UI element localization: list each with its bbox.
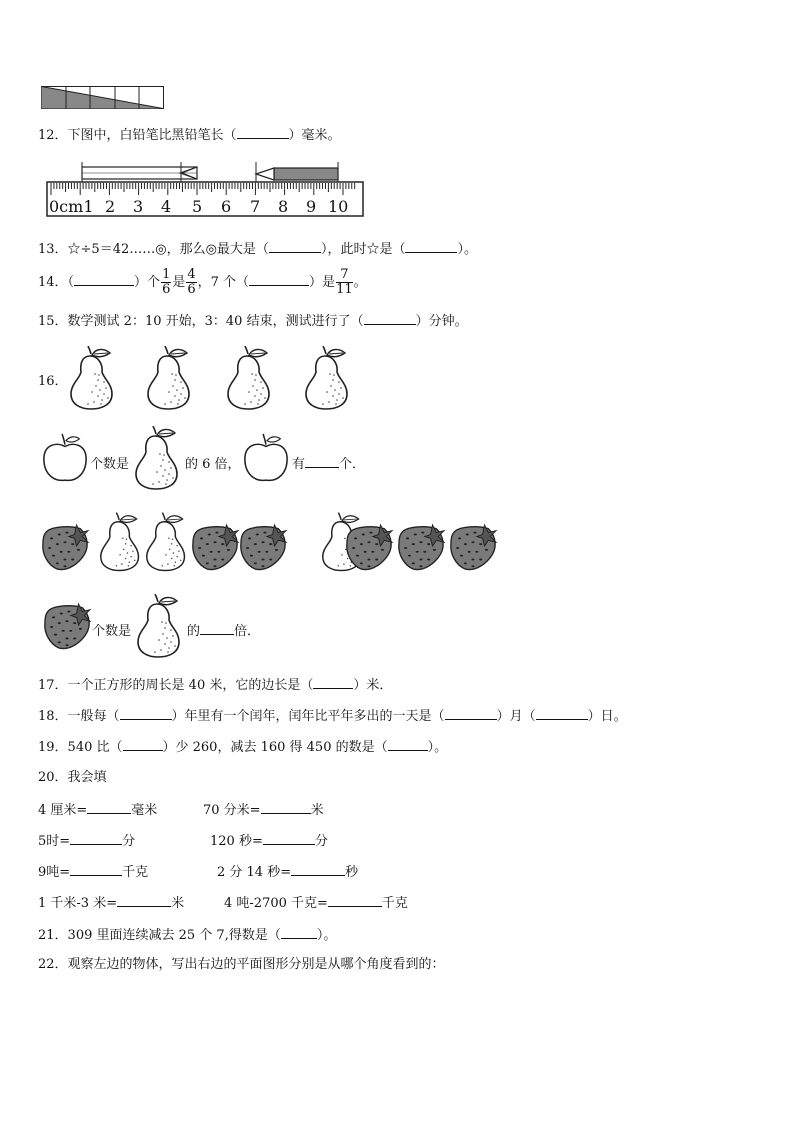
strawberry-icon [42, 602, 92, 650]
conversion-row: 120 秒= 分 [210, 834, 328, 849]
strawberry-icon [190, 523, 240, 571]
answer-blank[interactable] [291, 863, 345, 876]
black-pencil [256, 162, 338, 184]
pear-icon [145, 346, 195, 410]
answer-blank[interactable] [87, 801, 131, 814]
answer-blank[interactable] [269, 240, 321, 253]
answer-blank[interactable] [405, 240, 457, 253]
fraction: $\frac{1}{6}$ [162, 267, 171, 297]
answer-blank[interactable] [123, 738, 163, 751]
answer-blank[interactable] [200, 622, 234, 635]
answer-blank[interactable] [261, 801, 311, 814]
answer-blank[interactable] [237, 126, 289, 139]
question-16-number: 16． [38, 374, 68, 389]
pear-icon [144, 512, 190, 572]
conversion-row: 9吨= 千克 [38, 865, 149, 880]
strawberry-icon [40, 523, 90, 571]
text-times: 的 倍． [187, 624, 261, 639]
ruler-label: 5 [192, 197, 203, 216]
question-14: 14．（ ）个 $\frac{1}{6}$ 是 $\frac{4}{6}$ ，7 个（ ）是 $\frac{7}{11}$ 。 [38, 267, 367, 297]
answer-blank[interactable] [305, 455, 339, 468]
ruler-figure [44, 158, 368, 220]
ruler-label: 8 [278, 197, 289, 216]
strawberry-icon [396, 523, 446, 571]
answer-blank[interactable] [536, 707, 588, 720]
fraction: $\frac{4}{6}$ [187, 267, 196, 297]
pear-icon [68, 346, 118, 410]
conversion-row: 5时= 分 [38, 834, 136, 849]
ruler-label: 10 [328, 197, 349, 216]
apple-icon [41, 432, 89, 484]
text-count-is: 个数是 [90, 457, 130, 472]
pear-icon [98, 512, 144, 572]
ruler-label: 6 [221, 197, 232, 216]
answer-blank[interactable] [281, 926, 317, 939]
ruler-label: 9 [306, 197, 317, 216]
strawberry-icon [238, 523, 288, 571]
answer-blank[interactable] [117, 894, 171, 907]
pear-icon [133, 426, 183, 490]
conversion-row: 1 千米-3 米= 米 [38, 896, 185, 911]
answer-blank[interactable] [120, 707, 172, 720]
answer-blank[interactable] [70, 863, 122, 876]
fraction-strip-figure [41, 86, 165, 110]
question-13: 13．☆÷5＝42……◎，那么◎最大是（ ），此时☆是（ ）。 [38, 242, 477, 257]
answer-blank[interactable] [364, 312, 416, 325]
text-has: 有 个． [292, 457, 366, 472]
question-15: 15．数学测试 2：10 开始，3：40 结束，测试进行了（ ）分钟。 [38, 314, 468, 329]
ruler-label: 3 [133, 197, 144, 216]
answer-blank[interactable] [313, 676, 353, 689]
pear-icon [135, 594, 185, 658]
question-20-title: 20．我会填 [38, 770, 107, 785]
pear-icon [225, 346, 275, 410]
answer-blank[interactable] [388, 738, 428, 751]
fruit-row [40, 512, 510, 578]
white-pencil [82, 162, 197, 184]
pear-icon [303, 346, 353, 410]
apple-icon [242, 432, 290, 484]
conversion-row: 4 吨-2700 千克= 千克 [224, 896, 408, 911]
text-six-times: 的 6 倍， [185, 457, 241, 472]
answer-blank[interactable] [74, 273, 134, 286]
conversion-row: 2 分 14 秒= 秒 [217, 865, 359, 880]
question-21: 21．309 里面连续减去 25 个 7,得数是（ ）。 [38, 928, 337, 943]
answer-blank[interactable] [70, 832, 122, 845]
ruler-label: 2 [105, 197, 116, 216]
text-count-is: 个数是 [92, 624, 132, 639]
question-17: 17．一个正方形的周长是 40 米，它的边长是（ ）米． [38, 678, 393, 693]
answer-blank[interactable] [445, 707, 497, 720]
strawberry-icon [448, 523, 498, 571]
question-12: 12．下图中，白铅笔比黑铅笔长（ ）毫米。 [38, 128, 341, 143]
answer-blank[interactable] [328, 894, 382, 907]
question-19: 19．540 比（ ）少 260，减去 160 得 450 的数是（ ）。 [38, 740, 448, 755]
answer-blank[interactable] [263, 832, 315, 845]
question-18: 18．一般每（ ）年里有一个闰年，闰年比平年多出的一天是（ ）月（ ）日。 [38, 709, 627, 724]
conversion-row: 4 厘米= 毫米 [38, 803, 158, 818]
ruler-label: 4 [161, 197, 172, 216]
fraction: $\frac{7}{11}$ [336, 267, 353, 297]
ruler-label: 0cm1 [49, 197, 94, 216]
question-22: 22．观察左边的物体，写出右边的平面图形分别是从哪个角度看到的： [38, 957, 445, 972]
conversion-row: 70 分米= 米 [203, 803, 324, 818]
answer-blank[interactable] [249, 273, 309, 286]
ruler-label: 7 [250, 197, 261, 216]
strawberry-icon [344, 523, 394, 571]
